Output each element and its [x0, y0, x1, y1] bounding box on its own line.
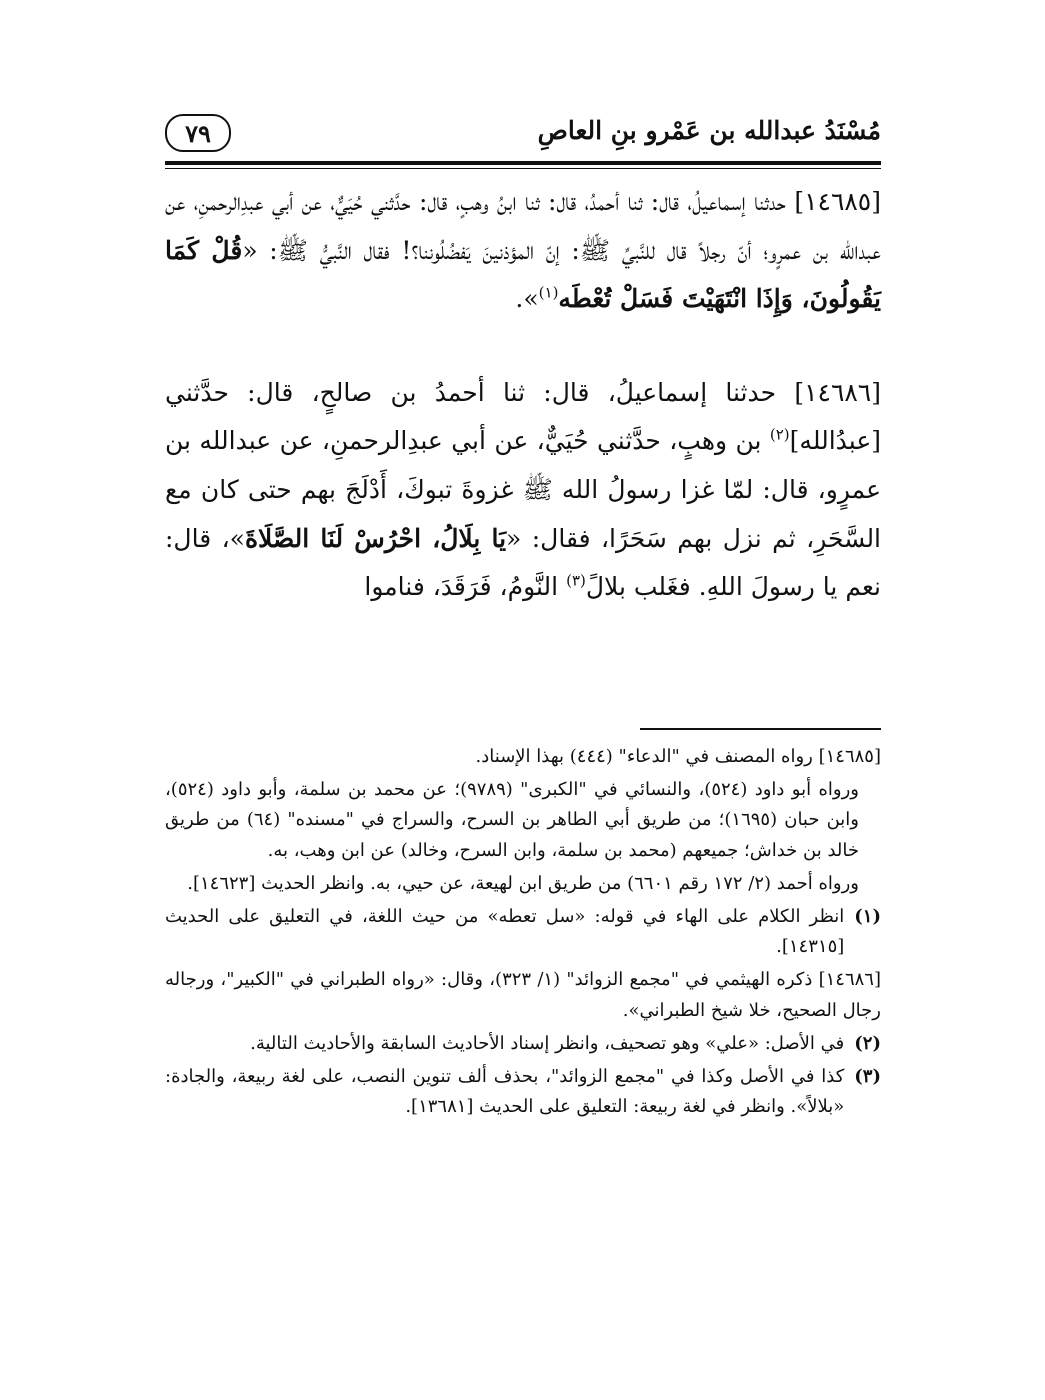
- footnote-marker: (١): [854, 906, 881, 928]
- main-text: [165, 178, 881, 612]
- hadith-text-after: »، قال: نعم يا رسولَ اللهِ. فغَلب بلالً: [165, 523, 881, 602]
- hadith-text-end: ».: [515, 284, 539, 314]
- hadith-text-end: النَّومُ، فَرَقَدَ، فناموا: [364, 572, 567, 602]
- hadith-number: [١٤٦٨٥]: [794, 187, 881, 216]
- header-rule-thin: [165, 168, 881, 169]
- footnote-text: كذا في الأصل وكذا في "مجمع الزوائد"، بحذف ألف تنوين النصب، على لغة ربيعة، والجادة: «بلالاً». وانظر في لغة ربيعة: التعليق على الحديث [١٣٦٨١].: [165, 1066, 845, 1118]
- hadith-text-mid: بن وهبٍ، حدَّثني حُيَيٌّ، عن أبي عبدِالرحمنِ، عن عبدالله بن عمرٍو، قال: لمّا غزا رسولُ الله ﷺ غزوةَ تبوكَ، أَدْلَجَ بهم حتى كان مع السَّحَرِ، ثم نزل بهم سَحَرًا، فقال: «: [165, 426, 882, 553]
- running-title: مُسْنَدُ عبدالله بن عَمْرو بنِ العاصِ: [537, 116, 881, 145]
- hadith-text: حدثنا إسماعيلُ، قال: ثنا أحمدُ بن صالحٍ، قال: حدَّثني [عبدُالله]: [165, 377, 881, 456]
- footnote-marker: (٣): [854, 1066, 881, 1088]
- footnote-marker: (٢): [854, 1032, 881, 1054]
- hadith-text: حدثنا إسماعيلُ، قال: ثنا أحمدُ، قال: ثنا ابنُ وهبٍ، قال: حدَّثني حُيَيٌّ، عن أبي عبدِالرحمنِ، عن عبدالله بن عمرٍو؛ أنّ رجلاً قال للنَّبيِّ ﷺ: إنّ المؤذنينَ يَفضُلُوننا؟! فقال النَّبيُّ ﷺ: «: [165, 187, 881, 265]
- footnote-3: [165, 1062, 881, 1122]
- footnote-ref-2: (٢): [769, 426, 790, 445]
- footnote-line: ورواه أحمد (٢/ ١٧٢ رقم ٦٦٠١) من طريق ابن لهيعة، عن حيي، به. وانظر الحديث [١٤٦٢٣].: [187, 872, 859, 894]
- hadith-14685: [165, 178, 881, 324]
- footnotes: [165, 742, 881, 1125]
- prophetic-saying: يَا بِلَالُ، احْرُسْ لَنَا الصَّلَاةَ: [244, 523, 507, 553]
- header-rule-thick: [165, 161, 881, 165]
- footnote-1: [165, 902, 881, 962]
- footnote-block-14685: [165, 742, 881, 899]
- footnote-2: [165, 1029, 881, 1059]
- footnote-separator: [640, 728, 881, 730]
- prophetic-saying: قُلْ كَمَا يَقُولُونَ، وَإِذَا انْتَهَيْتَ فَسَلْ تُعْطَه: [165, 235, 881, 314]
- hadith-number: [١٤٦٨٦]: [794, 377, 881, 407]
- footnote-block-14686: [١٤٦٨٦] ذكره الهيثمي في "مجمع الزوائد" (١/ ٣٢٣)، وقال: «رواه الطبراني في "الكبير"، ورجاله رجال الصحيح، خلا شيخ الطبراني».: [165, 969, 881, 1021]
- footnote-line: [١٤٦٨٥] رواه المصنف في "الدعاء" (٤٤٤) بهذا الإسناد.: [475, 746, 881, 767]
- page-header: [165, 110, 881, 154]
- page-number: ٧٩: [165, 114, 231, 152]
- footnote-line: ورواه أبو داود (٥٢٤)، والنسائي في "الكبرى" (٩٧٨٩)؛ عن محمد بن سلمة، وأبو داود (٥٢٤)، وابن حبان (١٦٩٥)؛ من طريق أبي الطاهر بن السرح، والسراج في "مسنده" (٦٤) من طريق خالد بن خداش؛ جميعهم (محمد بن سلمة، وابن السرح، وخالد) عن ابن وهب، به.: [165, 779, 859, 861]
- footnote-text: انظر الكلام على الهاء في قوله: «سل تعطه» من حيث اللغة، في التعليق على الحديث [١٤٣١٥].: [165, 906, 845, 958]
- footnote-ref-3: (٣): [566, 571, 586, 590]
- hadith-14686: [165, 369, 881, 612]
- footnote-text: في الأصل: «علي» وهو تصحيف، وانظر إسناد الأحاديث السابقة والأحاديث التالية.: [250, 1032, 845, 1054]
- footnote-ref-1: (١): [538, 283, 559, 302]
